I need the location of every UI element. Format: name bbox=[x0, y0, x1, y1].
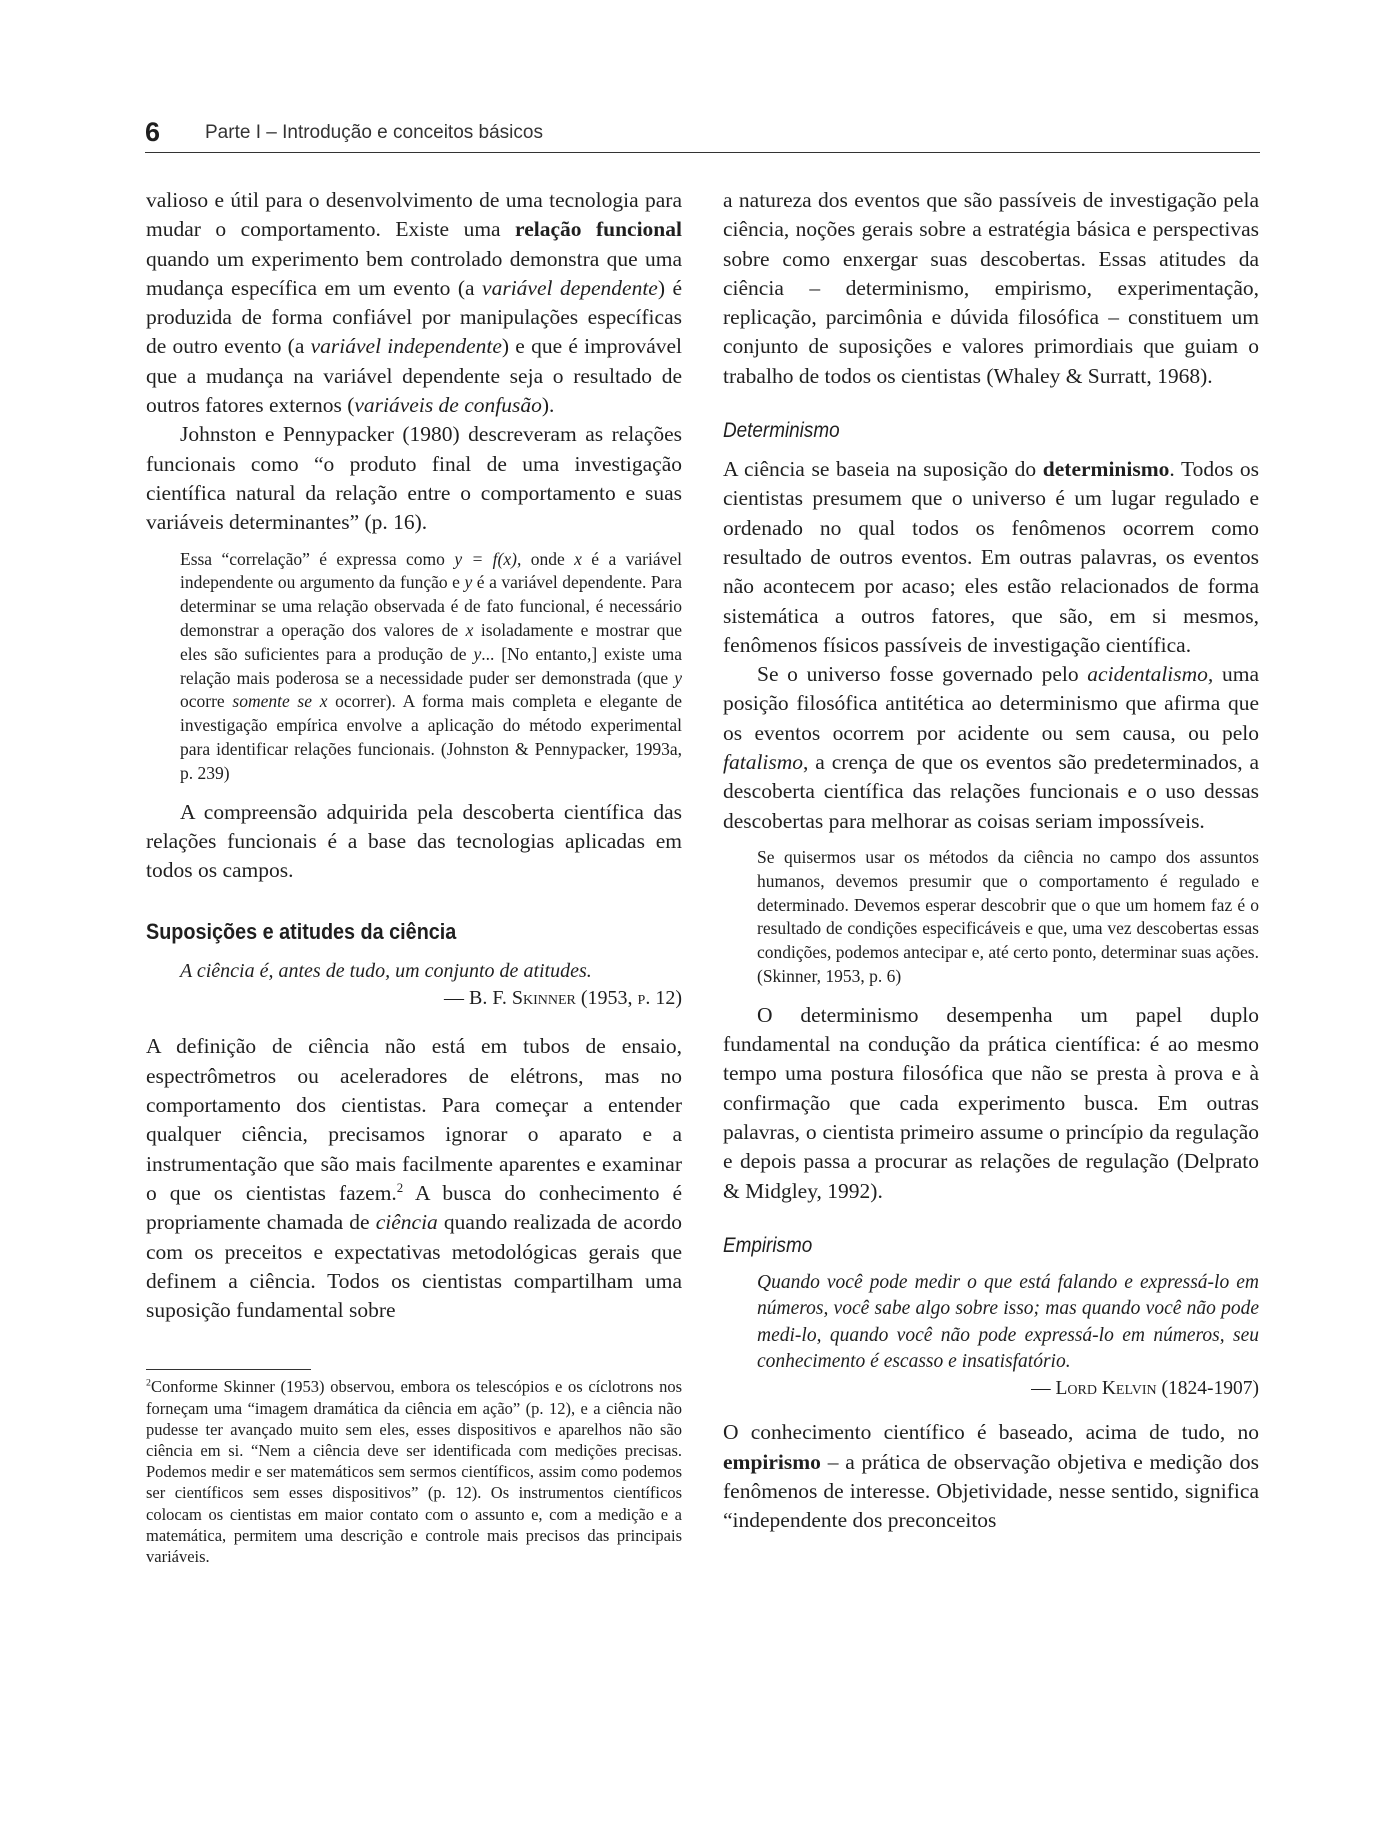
epigraph-skinner: A ciência é, antes de tudo, um conjunto de atitudes. — B. F. Skinner (1953, p. 12) bbox=[180, 960, 682, 1010]
section-title: Suposições e atitudes da ciência bbox=[146, 919, 457, 945]
block-quote-skinner: Se quisermos usar os métodos da ciência no campo dos assuntos humanos, devemos presumir que o comportamento é regulado e determinado. Devemos esperar descobrir que o que um homem faz é o resultado de condições especificáveis e que, uma vez descobertas essas condições, podemos antecipar e, até certo ponto, determinar suas ações. (Skinner, 1953, p. 6) bbox=[757, 846, 1259, 986]
running-head: Parte I – Introdução e conceitos básicos bbox=[205, 122, 543, 143]
paragraph-understanding: A compreensão adquirida pela descoberta científica das relações funcionais é a base das tecnologias aplicadas em todos os campos. bbox=[146, 799, 682, 883]
paragraph-accidentalism: Se o universo fosse governado pelo acidentalismo, uma posição filosófica antitética ao determinismo que afirma que os eventos ocorrem por acidente ou sem causa, ou pelo fatalismo, a crença de que os eventos são predeterminados, a descoberta científica das relações funcionais e o uso dessas descobertas para melhorar as coisas seriam impossíveis. bbox=[723, 662, 1259, 833]
paragraph-determinism: A ciência se baseia na suposição do determinismo. Todos os cientistas presumem que o universo é um lugar regulado e ordenado no qual todos os fenômenos ocorrem como resultado de outros eventos. Em outras palavras, os eventos não acontecem por acaso; eles estão relacionados de forma sistemática a outros fatores, que são, em si mesmos, fenômenos físicos passíveis de investigação científica. bbox=[723, 457, 1259, 657]
term-functional-relation: relação funcional bbox=[515, 217, 682, 242]
epigraph-kelvin: Quando você pode medir o que está falando e expressá-lo em números, você sabe algo sobre isso; mas quando você não pode medi-lo, quando você não pode expressá-lo em números, seu conhecimento é escasso e insatisfatório. — Lord Kelvin (1824-1907) bbox=[757, 1271, 1259, 1399]
left-column bbox=[146, 186, 682, 1567]
paragraph-johnston: Johnston e Pennypacker (1980) descreveram as relações funcionais como “o produto final de uma investigação científica natural da relação entre o comportamento e suas variáveis determinantes” (p. 16). bbox=[146, 422, 682, 535]
footnote-divider bbox=[146, 1369, 311, 1370]
term-determinism: determinismo bbox=[1042, 457, 1170, 482]
subsection-determinism: Determinismo bbox=[723, 419, 840, 443]
subsection-empiricism: Empirismo bbox=[723, 1233, 813, 1257]
paragraph-science-definition: A definição de ciência não está em tubos de ensaio, espectrômetros ou aceleradores de elétrons, mas no comportamento dos cientistas. Para começar a entender qualquer ciência, precisamos ignorar o aparato e a instrumentação que são mais facilmente aparentes e examinar o que os cientistas fazem.$^2$ A busca do conhecimento é propriamente chamada de ciência quando realizada de acordo com os preceitos e expectativas metodológicas gerais que definem a ciência. Todos os cientistas compartilham uma suposição fundamental sobre bbox=[146, 1034, 682, 1323]
footnote-ref: 2 bbox=[396, 1180, 404, 1195]
term-empiricism: empirismo bbox=[723, 1449, 821, 1474]
paragraph-determinism-role: O determinismo desempenha um papel duplo fundamental na condução da prática científica: é ao mesmo tempo uma postura filosófica que não se presta à prova e à confirmação que cada experimento busca. Em outras palavras, o cientista primeiro assume o princípio da regulação e depois passa a procurar as relações de regulação (Delprato & Midgley, 1992). bbox=[723, 1002, 1259, 1203]
footnote: $^2$Conforme Skinner (1953) observou, embora os telescópios e os cíclotrons nos forneçam uma “imagem dramática da ciência em ação” (p. 12), e a ciência não pudesse ter avançado muito sem eles, esses dispositivos e aparelhos não são ciência em si. “Nem a ciência deve ser identificada com medições precisas. Podemos medir e ser matemáticos sem sermos científicos, assim como podemos ser científicos sem esses dispositivos” (p. 12). Os instrumentos científicos colocam os cientistas em maior contato com o assunto e, com a medição e a matemática, permitem uma descrição e controle mais precisos das principais variáveis. bbox=[146, 1377, 682, 1567]
paragraph-empiricism: O conhecimento científico é baseado, acima de tudo, no empirismo – a prática de observação objetiva e medição dos fenômenos de interesse. Objetividade, nesse sentido, significa “independente dos preconceitos bbox=[723, 1420, 1259, 1533]
paragraph-attitudes: a natureza dos eventos que são passíveis de investigação pela ciência, noções gerais sobre a estratégia básica e perspectivas sobre como enxergar suas descobertas. Essas atitudes da ciência – determinismo, empirismo, experimentação, replicação, parcimônia e dúvida filosófica – constituem um conjunto de suposições e valores primordiais que guiam o trabalho de todos os cientistas (Whaley & Surratt, 1968). bbox=[723, 188, 1259, 388]
right-column bbox=[723, 186, 1259, 1535]
paragraph-functional-relation: valioso e útil para o desenvolvimento de uma tecnologia para mudar o comportamento. Existe uma relação funcional quando um experimento bem controlado demonstra que uma mudança específica em um evento (a variável dependente) é produzida de forma confiável por manipulações específicas de outro evento (a variável independente) e que é improvável que a mudança na variável dependente seja o resultado de outros fatores externos (variáveis de confusão). bbox=[146, 188, 683, 418]
page-header bbox=[145, 118, 1260, 153]
page-number: 6 bbox=[145, 117, 161, 147]
block-quote-correlation: Essa “correlação” é expressa como y = f(x), onde x é a variável independente ou argumento da função e y é a variável dependente. Para determinar se uma relação observada é de fato funcional, é necessário demonstrar a operação dos valores de x isoladamente e mostrar que eles são suficientes para a produção de y... [No entanto,] existe uma relação mais poderosa se a necessidade puder ser demonstrada (que y ocorre somente se x ocorrer). A forma mais completa e elegante de investigação empírica envolve a aplicação do método experimental para identificar relações funcionais. (Johnston & Pennypacker, 1993a, p. 239) bbox=[180, 548, 682, 783]
